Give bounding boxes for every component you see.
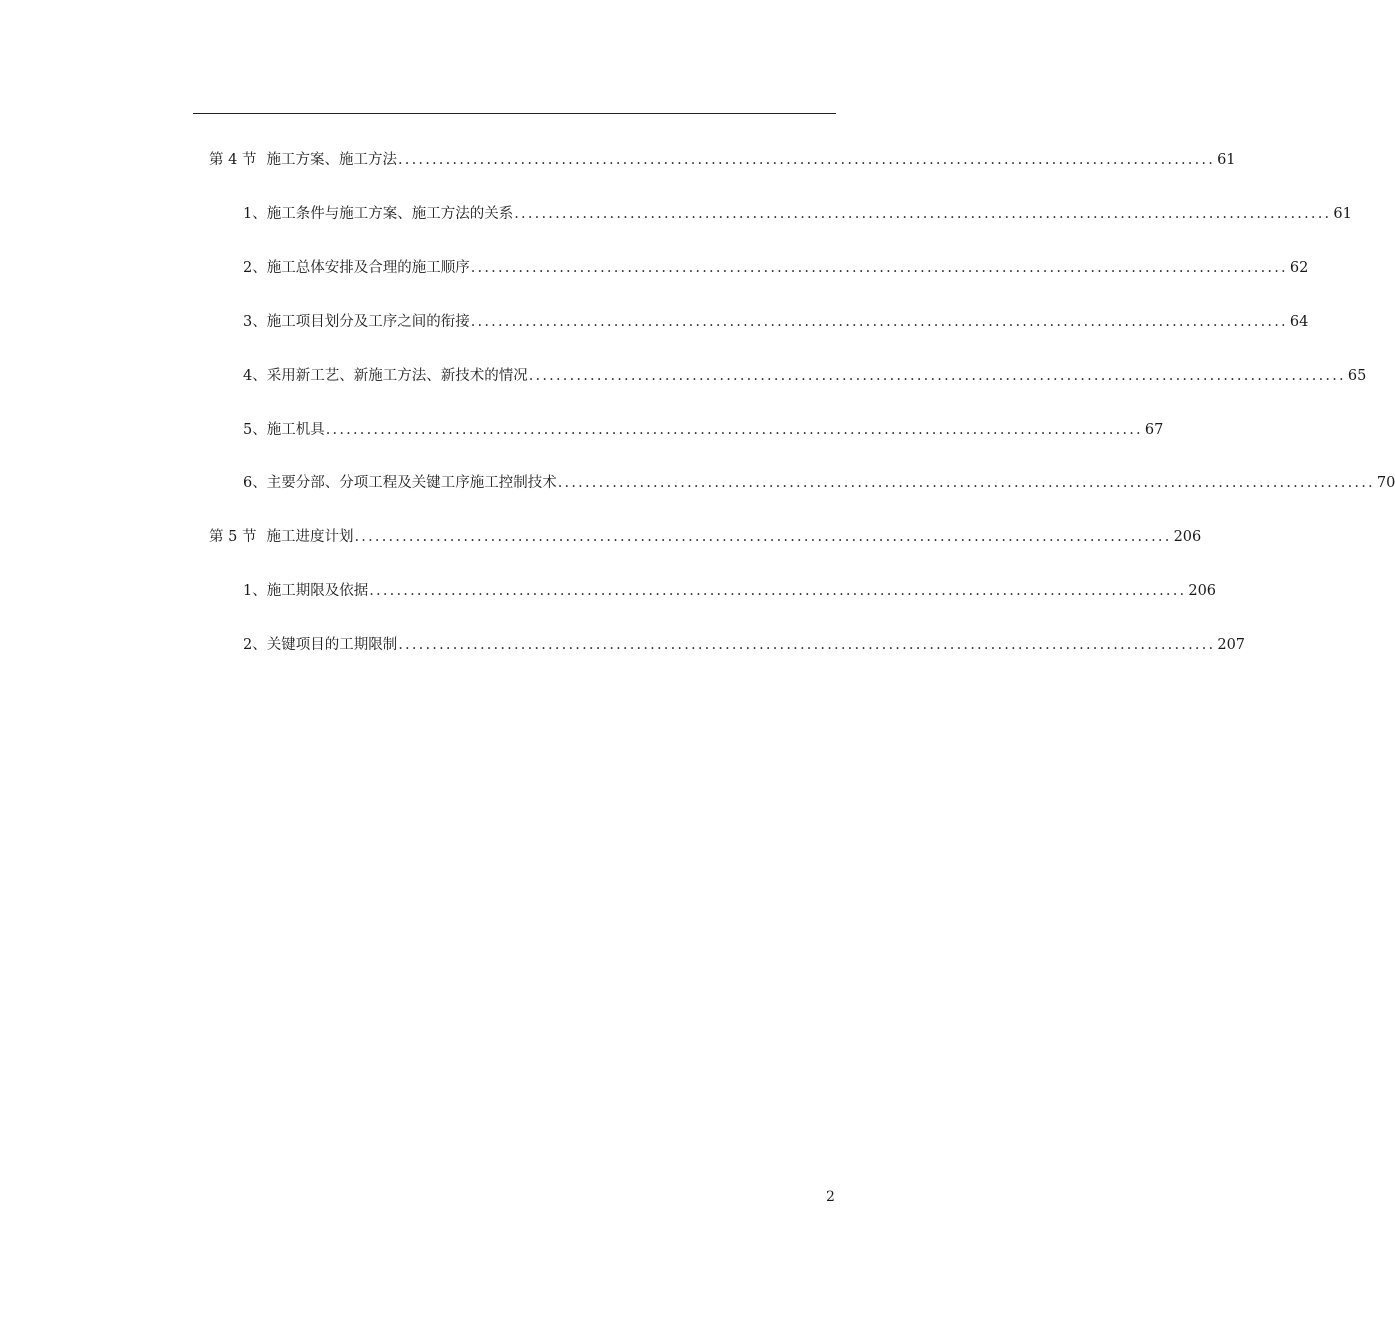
toc-entry-number: 6、 (243, 475, 267, 491)
toc-entry[interactable] (243, 204, 1352, 224)
toc-entry-title: 施工进度计划 (266, 529, 354, 545)
toc-entry-number: 1、 (243, 206, 267, 222)
toc-entry-title: 关键项目的工期限制 (266, 637, 398, 653)
toc-leader-dots: ........................................................................................................................ (369, 583, 1187, 599)
toc-leader-dots: ........................................................................................................................ (528, 368, 1346, 384)
toc-entry-number: 2、 (243, 260, 267, 276)
toc-leader-dots: ........................................................................................................................ (557, 475, 1375, 491)
toc-leader-dots: ........................................................................................................................ (398, 637, 1216, 653)
toc-entry-page: 61 (1333, 206, 1352, 222)
toc-entry-number: 第 4 节 (209, 152, 257, 168)
toc-entry-page: 62 (1289, 260, 1309, 276)
toc-entry-page: 206 (1188, 583, 1217, 599)
toc-leader-dots: ........................................................................................................................ (514, 206, 1332, 222)
toc-entry-title: 施工总体安排及合理的施工顺序 (266, 260, 470, 276)
toc-entry-title: 施工条件与施工方案、施工方法的关系 (266, 206, 514, 222)
toc-entry-page: 207 (1217, 637, 1246, 653)
toc-leader-dots: ........................................................................................................................ (325, 422, 1143, 438)
toc-entry[interactable] (243, 312, 1309, 332)
toc-entry-page: 64 (1289, 314, 1309, 330)
toc-entry-title: 主要分部、分项工程及关键工序施工控制技术 (266, 475, 557, 491)
toc-entry-title: 施工期限及依据 (266, 583, 369, 599)
toc-entry-page: 206 (1173, 529, 1202, 545)
toc-entry-number: 1、 (243, 583, 267, 599)
toc-entry-page: 65 (1347, 368, 1367, 384)
toc-entry-title: 施工方案、施工方法 (266, 152, 397, 168)
toc-entry-number: 第 5 节 (209, 529, 257, 545)
toc-entry-page: 70 (1376, 475, 1395, 491)
toc-entry[interactable] (243, 420, 1164, 440)
toc-leader-dots: ........................................................................................................................ (354, 529, 1172, 545)
toc-entry[interactable] (243, 473, 1395, 493)
toc-entry-title: 采用新工艺、新施工方法、新技术的情况 (266, 368, 528, 384)
toc-leader-dots: ........................................................................................................................ (397, 152, 1216, 168)
toc-entry[interactable] (209, 150, 1236, 170)
page-number: 2 (826, 1189, 835, 1205)
toc-entry[interactable] (243, 258, 1309, 278)
toc-entry[interactable] (209, 527, 1202, 547)
toc-entry[interactable] (243, 635, 1246, 655)
toc-entry-number: 3、 (243, 314, 267, 330)
toc-leader-dots: ........................................................................................................................ (470, 314, 1288, 330)
toc-leader-dots: ........................................................................................................................ (470, 260, 1288, 276)
toc-entry-number: 4、 (243, 368, 267, 384)
toc-entry-title: 施工机具 (266, 422, 325, 438)
toc-entry-number: 5、 (243, 422, 267, 438)
toc-entry[interactable] (243, 366, 1367, 386)
toc-entry-number: 2、 (243, 637, 267, 653)
toc-entry-page: 67 (1144, 422, 1164, 438)
toc-entry-title: 施工项目划分及工序之间的衔接 (266, 314, 470, 330)
toc-entry[interactable] (243, 581, 1217, 601)
toc-entry-page: 61 (1217, 152, 1236, 168)
header-rule (193, 113, 836, 114)
